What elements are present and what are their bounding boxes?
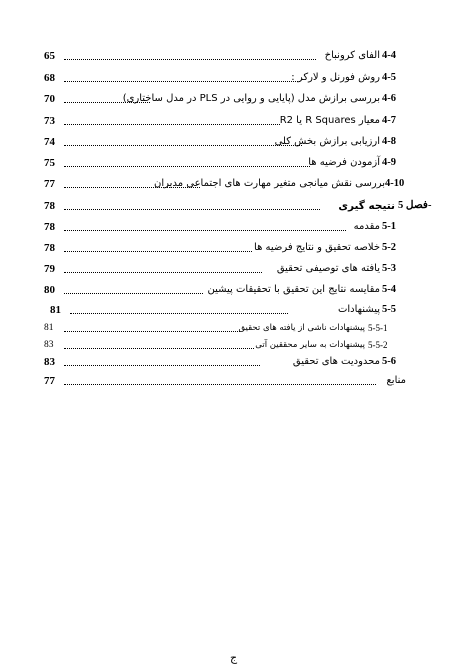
toc-entry-title: آزمودن فرضیه ها bbox=[308, 157, 380, 168]
toc-entry-title: پیشنهادات bbox=[337, 304, 380, 315]
toc-dot-leader bbox=[64, 166, 310, 167]
toc-entry bbox=[0, 240, 467, 256]
toc-dot-leader bbox=[64, 81, 300, 82]
toc-entry-title: مقدمه bbox=[353, 221, 380, 232]
toc-entry-title: بررسی برازش مدل (پایایی و روایی در PLS در مدل ساختاری) bbox=[122, 93, 380, 104]
toc-entry bbox=[0, 48, 467, 64]
toc-entry-title: پیشنهادات به سایر محققین آتی bbox=[255, 340, 365, 350]
toc-entry bbox=[0, 320, 467, 336]
toc-section-number: 4-7 bbox=[382, 115, 396, 126]
toc-dot-leader bbox=[70, 313, 288, 314]
toc-section-number: 5-6 bbox=[382, 356, 396, 367]
toc-entry bbox=[0, 176, 467, 192]
toc-entry-title: مقایسه نتایج این تحقیق با تحقیقات پیشین bbox=[207, 284, 380, 295]
toc-section-number: 5-5-1 bbox=[368, 323, 388, 333]
toc-entry-title: خلاصه تحقیق و نتایج فرضیه ها bbox=[254, 242, 380, 253]
toc-section-number: 4-4 bbox=[382, 50, 396, 61]
toc-page-number: 77 bbox=[44, 178, 55, 190]
toc-entry bbox=[0, 354, 467, 370]
toc-entry bbox=[0, 155, 467, 171]
toc-dot-leader bbox=[64, 209, 320, 210]
toc-dot-leader bbox=[64, 251, 252, 252]
toc-page-number: 81 bbox=[50, 304, 61, 316]
toc-entry bbox=[0, 282, 467, 298]
toc-section-number: 5-1 bbox=[382, 221, 396, 232]
toc-page-number: 68 bbox=[44, 72, 55, 84]
toc-page-number: 70 bbox=[44, 93, 55, 105]
toc-page-number: 80 bbox=[44, 284, 55, 296]
toc-dot-leader bbox=[64, 145, 302, 146]
page-number: ج bbox=[229, 651, 238, 664]
toc-page-number: 83 bbox=[44, 340, 54, 350]
toc-entry bbox=[0, 113, 467, 129]
toc-entry bbox=[0, 373, 467, 389]
toc-page-number: 78 bbox=[44, 221, 55, 233]
toc-page-number: 65 bbox=[44, 50, 55, 62]
toc-section-number: 5-5-2 bbox=[368, 340, 388, 350]
toc-section-number: 4-5 bbox=[382, 72, 396, 83]
toc-section-number: 4-9 bbox=[382, 157, 396, 168]
toc-entry bbox=[0, 134, 467, 150]
toc-dot-leader bbox=[64, 272, 262, 273]
toc-entry-title: منابع bbox=[386, 375, 406, 386]
toc-section-number: 4-8 bbox=[382, 136, 396, 147]
toc-entry-title: نتیجه گیری bbox=[338, 200, 395, 212]
toc-entry bbox=[0, 70, 467, 86]
toc-entry-title: محدودیت های تحقیق bbox=[292, 356, 380, 367]
toc-section-number: 4-10 bbox=[385, 178, 405, 189]
toc-page-number: 83 bbox=[44, 356, 55, 368]
toc-dot-leader bbox=[64, 348, 254, 349]
toc-section-number: 5-4 bbox=[382, 284, 396, 295]
toc-page-number: 73 bbox=[44, 115, 55, 127]
toc-dot-leader bbox=[64, 331, 240, 332]
toc-dot-leader bbox=[64, 384, 376, 385]
toc-entry bbox=[0, 302, 467, 318]
toc-section-number: 4-6 bbox=[382, 93, 396, 104]
toc-entry-title: روش فورنل و لارکر : bbox=[291, 72, 380, 83]
toc-page-number: 79 bbox=[44, 263, 55, 275]
toc-section-number: 5-3 bbox=[382, 263, 396, 274]
toc-page-number: 77 bbox=[44, 375, 55, 387]
toc-entry-title: معیار R Squares یا R2 bbox=[279, 115, 380, 126]
toc-section-number: فصل 5- bbox=[398, 200, 432, 211]
toc-section-number: 5-2 bbox=[382, 242, 396, 253]
toc-page-number: 78 bbox=[44, 200, 55, 212]
toc-dot-leader bbox=[64, 230, 346, 231]
toc-entry-title: الفای کرونباخ bbox=[324, 50, 380, 61]
toc-entry-title: بررسی نقش میانجی متغیر مهارت های اجتماعی مدیران bbox=[154, 178, 385, 189]
toc-page-number: 75 bbox=[44, 157, 55, 169]
toc-entry-title: پیشنهادات ناشی از یافته های تحقیق bbox=[238, 323, 365, 333]
toc-entry bbox=[0, 91, 467, 107]
toc-dot-leader bbox=[64, 365, 260, 366]
toc-entry bbox=[0, 337, 467, 353]
toc-dot-leader bbox=[64, 59, 316, 60]
toc-entry-title: ارزیابی برازش بخش کلی bbox=[274, 136, 380, 147]
toc-entry bbox=[0, 198, 467, 214]
toc-entry bbox=[0, 219, 467, 235]
toc-page-number: 81 bbox=[44, 323, 54, 333]
toc-dot-leader bbox=[64, 124, 280, 125]
toc-dot-leader bbox=[64, 293, 203, 294]
toc-section-number: 5-5 bbox=[382, 304, 396, 315]
toc-entry-title: یافته های توصیفی تحقیق bbox=[276, 263, 380, 274]
toc-entry bbox=[0, 261, 467, 277]
toc-page-number: 78 bbox=[44, 242, 55, 254]
toc-page-number: 74 bbox=[44, 136, 55, 148]
